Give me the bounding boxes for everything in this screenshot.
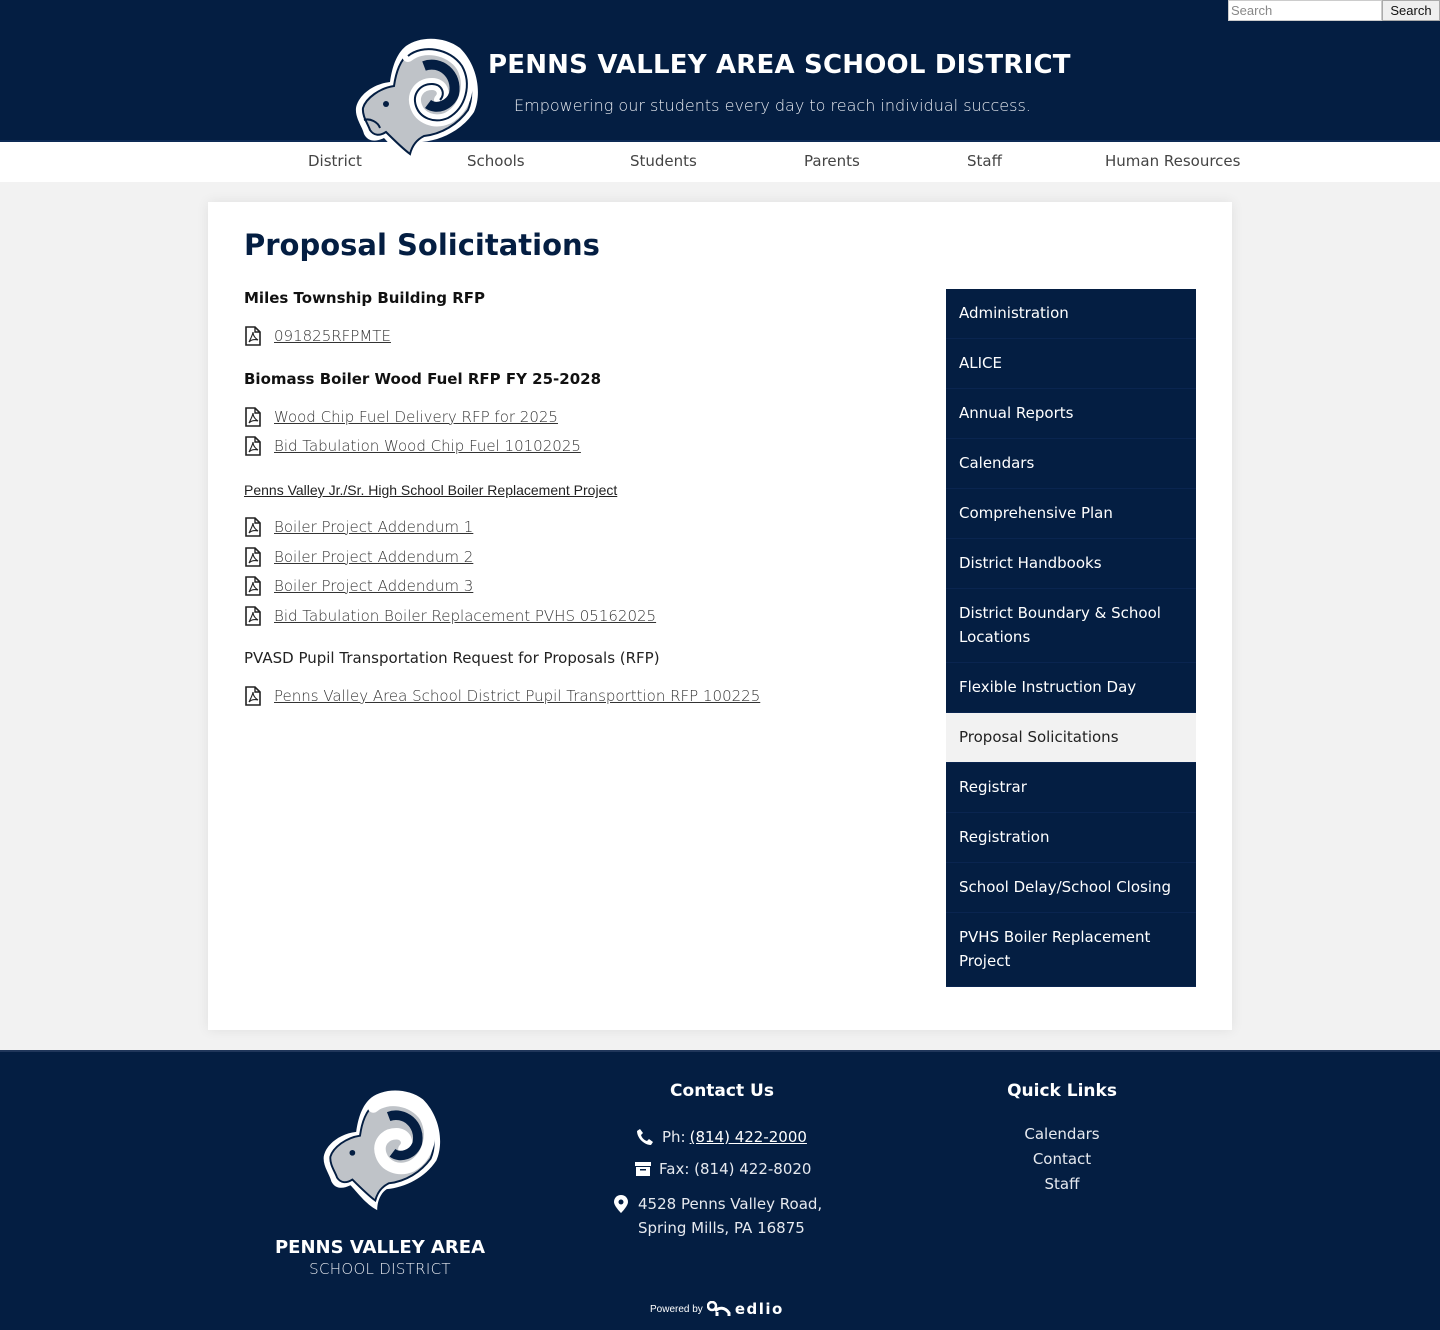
edlio-logo-icon <box>707 1301 731 1317</box>
sidebar-item-annual-reports[interactable]: Annual Reports <box>946 389 1196 439</box>
pdf-file-icon <box>244 407 262 427</box>
file-item[interactable] <box>244 405 558 429</box>
address-line-1: 4528 Penns Valley Road, <box>638 1195 823 1213</box>
sidebar-item-district-boundary[interactable]: District Boundary & School Locations <box>946 589 1196 663</box>
quick-link-contact[interactable]: Contact <box>1032 1150 1092 1168</box>
file-link[interactable]: Bid Tabulation Wood Chip Fuel 10102025 <box>274 437 581 455</box>
phone-link[interactable]: (814) 422-2000 <box>689 1128 807 1146</box>
file-link[interactable]: Wood Chip Fuel Delivery RFP for 2025 <box>274 408 558 426</box>
pdf-file-icon <box>244 576 262 596</box>
sidebar-item-alice[interactable]: ALICE <box>946 339 1196 389</box>
pdf-file-icon <box>244 326 262 346</box>
phone-icon <box>636 1128 654 1146</box>
powered-by-text: Powered by <box>650 1303 703 1315</box>
nav-item-schools[interactable]: Schools <box>467 152 525 170</box>
contact-us-heading: Contact Us <box>670 1081 774 1101</box>
ram-mascot-logo-icon <box>318 1086 444 1212</box>
nav-item-staff[interactable]: Staff <box>967 152 1002 170</box>
file-item[interactable] <box>244 604 656 628</box>
file-item[interactable] <box>244 684 760 708</box>
sidebar-item-district-handbooks[interactable]: District Handbooks <box>946 539 1196 589</box>
footer-district-name: PENNS VALLEY AREA <box>274 1237 486 1258</box>
section-heading-link[interactable]: Penns Valley Jr./Sr. High School Boiler Replacement Project <box>244 482 618 498</box>
file-item[interactable] <box>244 545 473 569</box>
search-form <box>1228 0 1440 21</box>
footer-district-subtitle: SCHOOL DISTRICT <box>309 1260 451 1278</box>
contact-address <box>614 1192 822 1240</box>
section-heading: Biomass Boiler Wood Fuel RFP FY 25-2028 <box>244 370 602 388</box>
nav-item-parents[interactable]: Parents <box>804 152 860 170</box>
sidebar-item-registration[interactable]: Registration <box>946 813 1196 863</box>
quick-link-calendars[interactable]: Calendars <box>1024 1125 1100 1143</box>
site-title[interactable]: PENNS VALLEY AREA SCHOOL DISTRICT <box>488 50 1071 80</box>
header-banner <box>0 0 1440 142</box>
address-line-2: Spring Mills, PA 16875 <box>638 1219 805 1237</box>
search-button[interactable]: Search <box>1382 0 1440 21</box>
file-link[interactable]: 091825RFPMTE <box>274 327 391 345</box>
pdf-file-icon <box>244 606 262 626</box>
search-input[interactable] <box>1228 0 1382 21</box>
page-title: Proposal Solicitations <box>244 228 600 262</box>
content-card <box>208 202 1232 1030</box>
sidebar-nav <box>946 289 1196 987</box>
quick-link-staff[interactable]: Staff <box>1044 1175 1080 1193</box>
section-heading: Miles Township Building RFP <box>244 289 486 307</box>
file-link[interactable]: Boiler Project Addendum 2 <box>274 548 474 566</box>
sidebar-item-flexible-instruction-day[interactable]: Flexible Instruction Day <box>946 663 1196 713</box>
footer <box>0 1050 1440 1330</box>
pdf-file-icon <box>244 517 262 537</box>
file-link[interactable]: Penns Valley Area School District Pupil Transporttion RFP 100225 <box>274 687 761 705</box>
pdf-file-icon <box>244 686 262 706</box>
sidebar-item-proposal-solicitations[interactable]: Proposal Solicitations <box>946 713 1196 763</box>
nav-item-students[interactable]: Students <box>630 152 697 170</box>
pdf-file-icon <box>244 547 262 567</box>
contact-phone <box>636 1128 807 1146</box>
sidebar-item-school-delay[interactable]: School Delay/School Closing <box>946 863 1196 913</box>
section-heading: PVASD Pupil Transportation Request for Proposals (RFP) <box>244 649 660 667</box>
sidebar-item-administration[interactable]: Administration <box>946 289 1196 339</box>
sidebar-item-calendars[interactable]: Calendars <box>946 439 1196 489</box>
file-item[interactable] <box>244 515 473 539</box>
file-link[interactable]: Bid Tabulation Boiler Replacement PVHS 05162025 <box>274 607 657 625</box>
sidebar-item-registrar[interactable]: Registrar <box>946 763 1196 813</box>
file-item[interactable] <box>244 574 473 598</box>
file-item[interactable] <box>244 324 391 348</box>
fax-icon <box>635 1161 651 1177</box>
file-item[interactable] <box>244 434 581 458</box>
fax-number: Fax: (814) 422-8020 <box>659 1160 812 1178</box>
file-link[interactable]: Boiler Project Addendum 3 <box>274 577 474 595</box>
nav-item-district[interactable]: District <box>308 152 362 170</box>
file-link[interactable]: Boiler Project Addendum 1 <box>274 518 474 536</box>
main-nav <box>0 142 1440 182</box>
map-pin-icon <box>614 1195 628 1213</box>
phone-label: Ph: <box>662 1128 686 1146</box>
sidebar-item-pvhs-boiler[interactable]: PVHS Boiler Replacement Project <box>946 913 1196 987</box>
nav-item-human-resources[interactable]: Human Resources <box>1105 152 1241 170</box>
edlio-brand: edlio <box>734 1300 784 1318</box>
pdf-file-icon <box>244 436 262 456</box>
powered-by-edlio[interactable] <box>650 1300 784 1318</box>
contact-fax <box>635 1160 811 1178</box>
quick-links-heading: Quick Links <box>1007 1081 1117 1101</box>
sidebar-item-comprehensive-plan[interactable]: Comprehensive Plan <box>946 489 1196 539</box>
site-tagline: Empowering our students every day to reach individual success. <box>514 96 1031 115</box>
ram-mascot-logo-icon[interactable] <box>350 34 482 166</box>
